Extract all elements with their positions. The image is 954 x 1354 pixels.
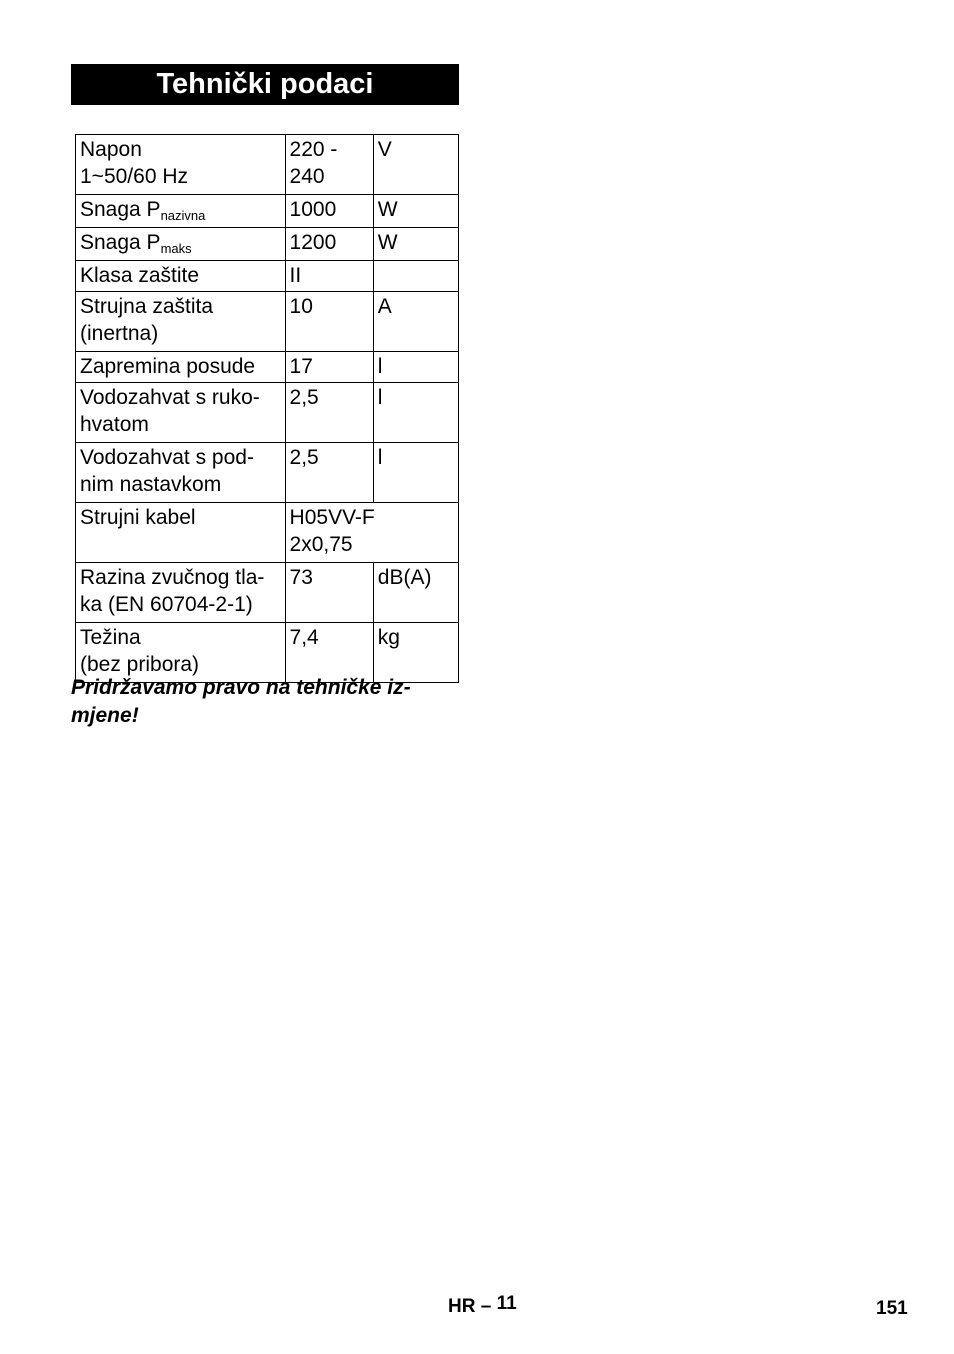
row-unit: W xyxy=(373,228,458,261)
row-unit: dB(A) xyxy=(373,563,458,623)
row-unit: l xyxy=(373,383,458,443)
row-label-text: Snaga P xyxy=(80,198,161,221)
row-unit: V xyxy=(373,135,458,195)
table-row xyxy=(76,503,459,563)
footer-language: HR xyxy=(448,1296,476,1317)
row-unit: l xyxy=(373,352,458,383)
table-row xyxy=(76,383,459,443)
row-value: 10 xyxy=(285,292,373,352)
change-reservation-note xyxy=(71,674,461,730)
row-label: Strujni kabel xyxy=(76,503,286,563)
page-number: 151 xyxy=(876,1298,908,1319)
row-label-line: ka (EN 60704-2-1) xyxy=(80,593,253,616)
row-label-text: Snaga P xyxy=(80,231,161,254)
row-value: 17 xyxy=(285,352,373,383)
table-row xyxy=(76,563,459,623)
row-label: Zapremina posude xyxy=(76,352,286,383)
note-line: mjene! xyxy=(71,704,139,727)
row-label xyxy=(76,443,286,503)
row-unit: W xyxy=(373,195,458,228)
row-value-line: 240 xyxy=(289,165,325,188)
row-label-line: Razina zvučnog tla- xyxy=(80,566,265,589)
row-label-line: Strujna zaštita xyxy=(80,295,214,318)
table-row xyxy=(76,195,459,228)
row-value: 1200 xyxy=(285,228,373,261)
row-value: II xyxy=(285,261,373,292)
footer-section-number: 11 xyxy=(496,1293,517,1314)
row-value: 73 xyxy=(285,563,373,623)
table-row xyxy=(76,443,459,503)
row-value: 2,5 xyxy=(285,443,373,503)
row-label-line: (bez pribora) xyxy=(80,653,200,676)
table-row xyxy=(76,228,459,261)
row-label: Klasa zaštite xyxy=(76,261,286,292)
row-unit: l xyxy=(373,443,458,503)
row-label-subscript: maks xyxy=(160,241,192,256)
row-label-line: 1~50/60 Hz xyxy=(80,165,188,188)
footer-dash: – xyxy=(480,1296,492,1317)
row-value xyxy=(285,135,373,195)
table-row xyxy=(76,261,459,292)
row-label-subscript: nazivna xyxy=(160,208,206,223)
row-label xyxy=(76,195,286,228)
row-label-line: Vodozahvat s ruko- xyxy=(80,386,260,409)
row-value xyxy=(285,503,458,563)
row-label xyxy=(76,383,286,443)
row-value-line: 2x0,75 xyxy=(289,533,353,556)
table-row xyxy=(76,292,459,352)
row-unit: A xyxy=(373,292,458,352)
row-value: 2,5 xyxy=(285,383,373,443)
row-unit: kg xyxy=(373,623,458,683)
row-value: 1000 xyxy=(285,195,373,228)
row-value-line: H05VV-F xyxy=(289,506,375,529)
section-title: Tehnički podaci xyxy=(71,64,459,105)
row-value-line: 220 - xyxy=(289,138,338,161)
row-label-line: Težina xyxy=(80,626,141,649)
row-label-line: (inertna) xyxy=(80,322,159,345)
note-line: Pridržavamo pravo na tehničke iz- xyxy=(71,676,411,699)
technical-data-table xyxy=(75,134,459,683)
table-row xyxy=(76,135,459,195)
row-label xyxy=(76,228,286,261)
row-label-line: hvatom xyxy=(80,413,149,436)
row-value: 7,4 xyxy=(285,623,373,683)
row-label-line: nim nastavkom xyxy=(80,473,222,496)
row-label xyxy=(76,563,286,623)
row-label xyxy=(76,135,286,195)
row-label-line: Napon xyxy=(80,138,142,161)
row-label xyxy=(76,292,286,352)
footer-section-label xyxy=(448,1293,517,1318)
row-unit xyxy=(373,261,458,292)
table-row xyxy=(76,352,459,383)
row-label-line: Vodozahvat s pod- xyxy=(80,446,254,469)
